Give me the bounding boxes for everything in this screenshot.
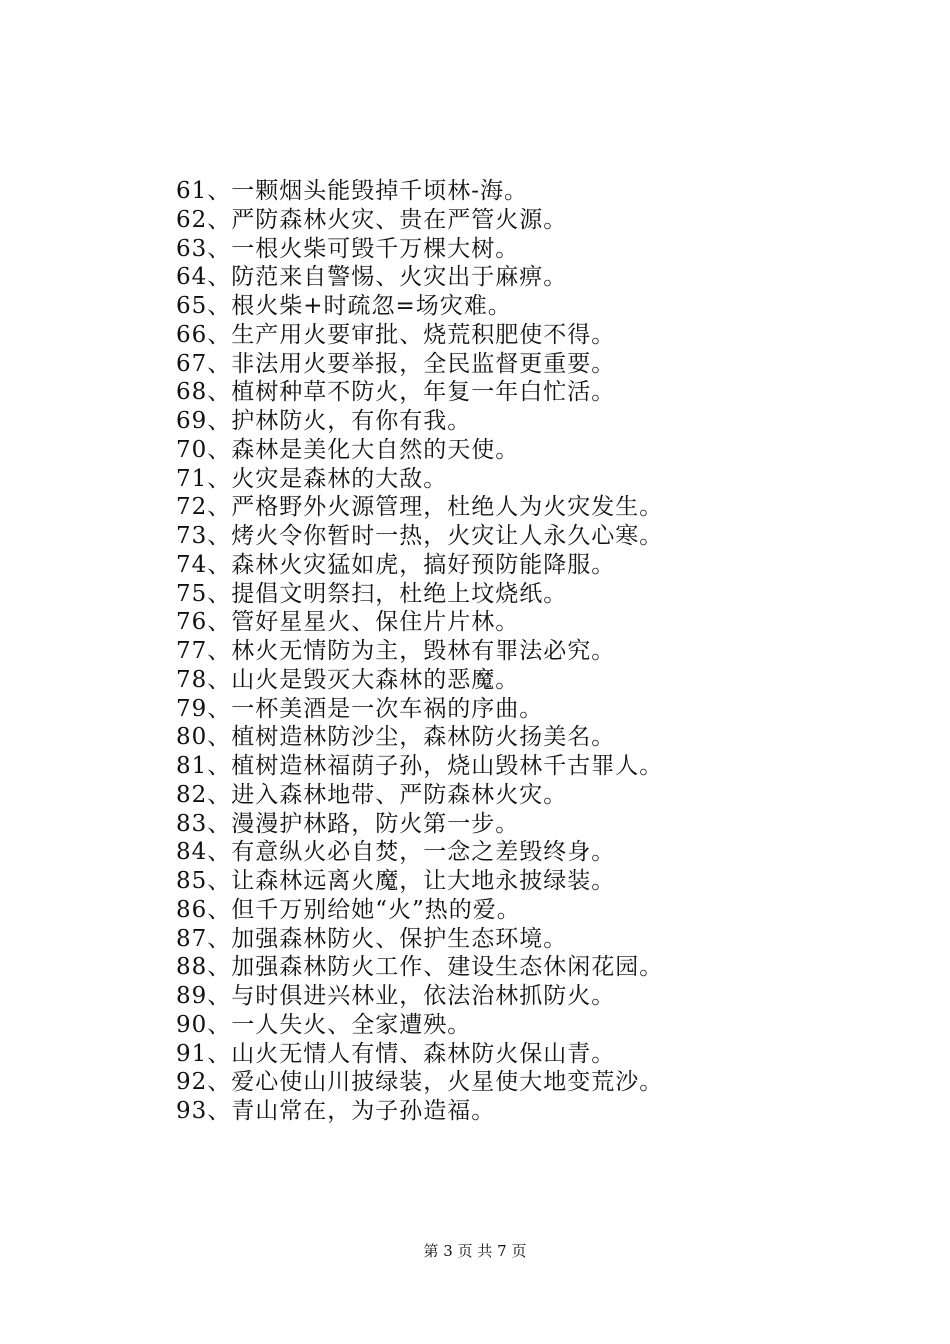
list-item: 73、烤火令你暂时一热，火灾让人永久心寒。 [176,523,664,549]
list-item: 92、爱心使山川披绿装，火星使大地变荒沙。 [176,1069,664,1096]
slogan-list [176,177,896,1126]
list-item: 61、一颗烟头能毁掉千顷林-海。 [176,178,529,204]
page-footer: 第 3 页 共 7 页 [423,1242,527,1260]
list-item: 93、青山常在，为子孙造福。 [176,1098,496,1124]
list-item: 69、护林防火，有你有我。 [176,408,472,434]
list-item: 85、让森林远离火魔，让大地永披绿装。 [176,868,616,894]
list-item: 91、山火无情人有情、森林防火保山青。 [176,1040,616,1067]
list-item: 68、植树种草不防火，年复一年白忙活。 [176,379,616,406]
list-item: 82、进入森林地带、严防森林火灾。 [176,781,568,808]
list-item: 64、防范来自警惕、火灾出于麻痹。 [176,264,568,291]
list-item: 71、火灾是森林的大敌。 [176,465,448,492]
list-item: 75、提倡文明祭扫，杜绝上坟烧纸。 [176,580,568,607]
list-item: 79、一杯美酒是一次车祸的序曲。 [176,695,544,722]
list-item: 62、严防森林火灾、贵在严管火源。 [176,206,568,233]
list-item: 74、森林火灾猛如虎，搞好预防能降服。 [176,551,616,578]
list-item: 78、山火是毁灭大森林的恶魔。 [176,666,520,693]
list-item: 65、根火柴+时疏忽=场灾难。 [176,293,512,319]
list-item: 80、植树造林防沙尘，森林防火扬美名。 [176,724,616,751]
list-item: 76、管好星星火、保住片片林。 [176,609,520,636]
list-item: 66、生产用火要审批、烧荒积肥使不得。 [176,321,616,348]
list-item: 77、林火无情防为主，毁林有罪法必究。 [176,638,616,664]
list-item: 88、加强森林防火工作、建设生态休闲花园。 [176,954,664,981]
list-item: 83、漫漫护林路，防火第一步。 [176,810,520,837]
list-item: 84、有意纵火必自焚，一念之差毁终身。 [176,839,616,866]
list-item: 81、植树造林福荫子孙，烧山毁林千古罪人。 [176,753,664,779]
list-item: 89、与时俱进兴林业，依法治林抓防火。 [176,983,616,1009]
list-item: 67、非法用火要举报，全民监督更重要。 [176,350,616,377]
list-item: 63、一根火柴可毁千万棵大树。 [176,235,520,262]
list-item: 86、但千万别给她“火”热的爱。 [176,896,521,923]
list-item: 72、严格野外火源管理，杜绝人为火灾发生。 [176,494,664,521]
list-item: 87、加强森林防火、保护生态环境。 [176,925,568,952]
list-item: 90、一人失火、全家遭殃。 [176,1011,472,1038]
list-item: 70、森林是美化大自然的天使。 [176,436,520,463]
